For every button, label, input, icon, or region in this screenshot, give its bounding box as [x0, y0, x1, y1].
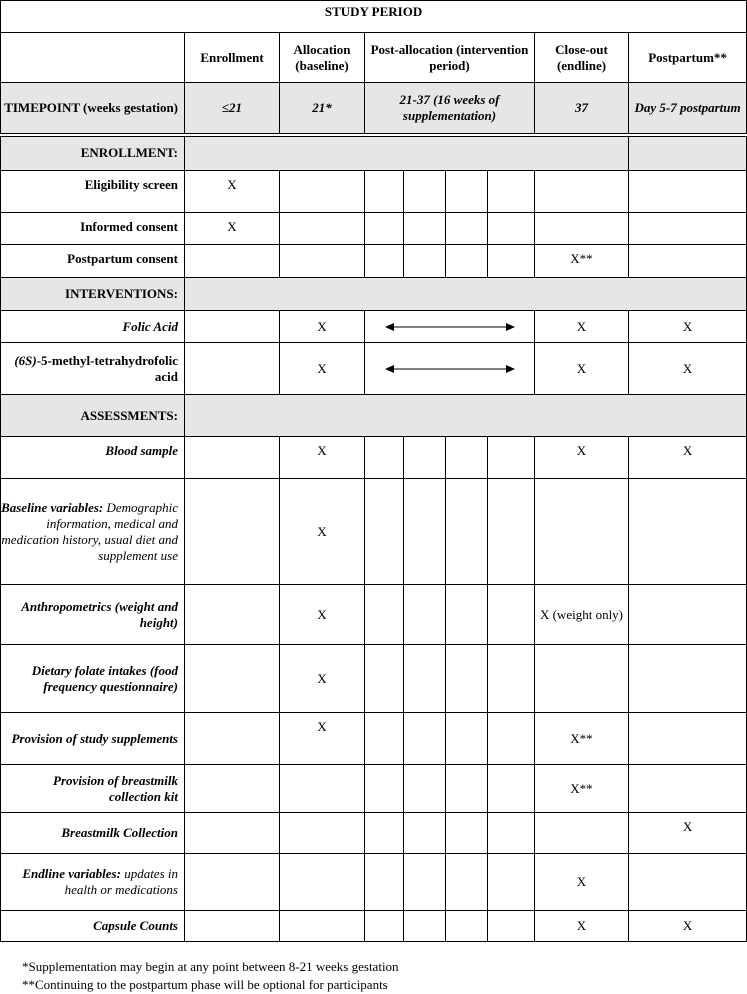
endline-detail: updates in health or medications: [64, 866, 178, 897]
mark-anthro-allocation: X: [280, 585, 365, 645]
table-row: [1, 479, 747, 585]
mark-blood-postpartum: X: [629, 437, 747, 479]
double-arrow-icon: [385, 321, 515, 333]
table-row: [1, 854, 747, 911]
mark-kit-close-out: X**: [535, 765, 629, 813]
row-mthf: [1, 343, 185, 395]
section-interventions: INTERVENTIONS:: [1, 278, 185, 311]
table-row: [1, 343, 747, 395]
mark-provision-allocation: X: [280, 713, 365, 765]
mark-dietary-allocation: X: [280, 645, 365, 713]
mthf-prefix: (6S): [14, 352, 37, 368]
mark-bm-postpartum: X: [629, 813, 747, 854]
mark-blood-close-out: X: [535, 437, 629, 479]
mark-mthf-close-out: X: [535, 343, 629, 395]
table-row: [1, 437, 747, 479]
row-informed-consent: Informed consent: [1, 213, 185, 245]
table-row: [1, 911, 747, 942]
mthf-name: -5-methyl-tetrahydrofolic acid: [36, 352, 178, 384]
mark-eligibility-enrollment: X: [185, 171, 280, 213]
section-enrollment: ENROLLMENT:: [1, 135, 185, 171]
mark-folic-allocation: X: [280, 311, 365, 343]
baseline-detail: Demographic information, medical and medication history, usual diet and supplement use: [1, 499, 178, 563]
section-interventions-band: [185, 278, 747, 311]
baseline-heading: Baseline variables:: [1, 499, 104, 515]
section-enrollment-band: [185, 135, 629, 171]
intervention-arrow-cell: [365, 343, 535, 395]
row-blood-sample: Blood sample: [1, 437, 185, 479]
footnote-2: **Continuing to the postpartum phase will be optional for participants: [22, 977, 388, 992]
row-capsule-counts: Capsule Counts: [1, 911, 185, 942]
section-enrollment-end: [629, 135, 747, 171]
row-provision-supplements: Provision of study supplements: [1, 713, 185, 765]
col-postpartum: Postpartum**: [629, 33, 747, 83]
double-arrow-icon: [385, 363, 515, 375]
row-eligibility: Eligibility screen: [1, 171, 185, 213]
row-endline-variables: [1, 854, 185, 911]
table-row: [1, 645, 747, 713]
table-row: [1, 813, 747, 854]
footnotes: [22, 958, 399, 994]
table-row: [1, 245, 747, 278]
table-row: [1, 311, 747, 343]
section-assessments-band: [185, 395, 747, 437]
intervention-arrow-cell: [365, 311, 535, 343]
mark-capsule-postpartum: X: [629, 911, 747, 942]
mark-mthf-allocation: X: [280, 343, 365, 395]
mark-consent-enrollment: X: [185, 213, 280, 245]
mark-pp-consent-close-out: X**: [535, 245, 629, 278]
timepoint-label: TIMEPOINT (weeks gestation): [1, 83, 185, 135]
mark-folic-close-out: X: [535, 311, 629, 343]
mark-folic-postpartum: X: [629, 311, 747, 343]
table-row: [1, 713, 747, 765]
row-folic-acid: Folic Acid: [1, 311, 185, 343]
header-blank: [1, 33, 185, 83]
mark-anthro-close-out: X (weight only): [535, 585, 629, 645]
mark-mthf-postpartum: X: [629, 343, 747, 395]
row-baseline-variables: [1, 479, 185, 585]
timepoint-post-allocation: 21-37 (16 weeks of supplementation): [365, 83, 535, 135]
col-enrollment: Enrollment: [185, 33, 280, 83]
row-dietary-folate: Dietary folate intakes (food frequency questionnaire): [1, 645, 185, 713]
col-close-out: Close-out (endline): [535, 33, 629, 83]
timepoint-postpartum: Day 5-7 postpartum: [629, 83, 747, 135]
mark-capsule-close-out: X: [535, 911, 629, 942]
mark-blood-allocation: X: [280, 437, 365, 479]
table-row: [1, 585, 747, 645]
row-breastmilk-collection: Breastmilk Collection: [1, 813, 185, 854]
row-breastmilk-kit: Provision of breastmilk collection kit: [1, 765, 185, 813]
endline-heading: Endline variables:: [22, 866, 121, 881]
timepoint-allocation: 21*: [280, 83, 365, 135]
timepoint-enrollment: ≤21: [185, 83, 280, 135]
table-row: [1, 213, 747, 245]
mark-provision-close-out: X**: [535, 713, 629, 765]
study-period-title: STUDY PERIOD: [1, 1, 747, 33]
row-anthropometrics: Anthropometrics (weight and height): [1, 585, 185, 645]
table-row: [1, 171, 747, 213]
mark-endline-close-out: X: [535, 854, 629, 911]
col-allocation: Allocation (baseline): [280, 33, 365, 83]
row-postpartum-consent: Postpartum consent: [1, 245, 185, 278]
table-row: [1, 765, 747, 813]
mark-baseline-allocation: X: [280, 479, 365, 585]
col-post-allocation: Post-allocation (intervention period): [365, 33, 535, 83]
timepoint-close-out: 37: [535, 83, 629, 135]
section-assessments: ASSESSMENTS:: [1, 395, 185, 437]
footnote-1: *Supplementation may begin at any point between 8-21 weeks gestation: [22, 959, 399, 974]
